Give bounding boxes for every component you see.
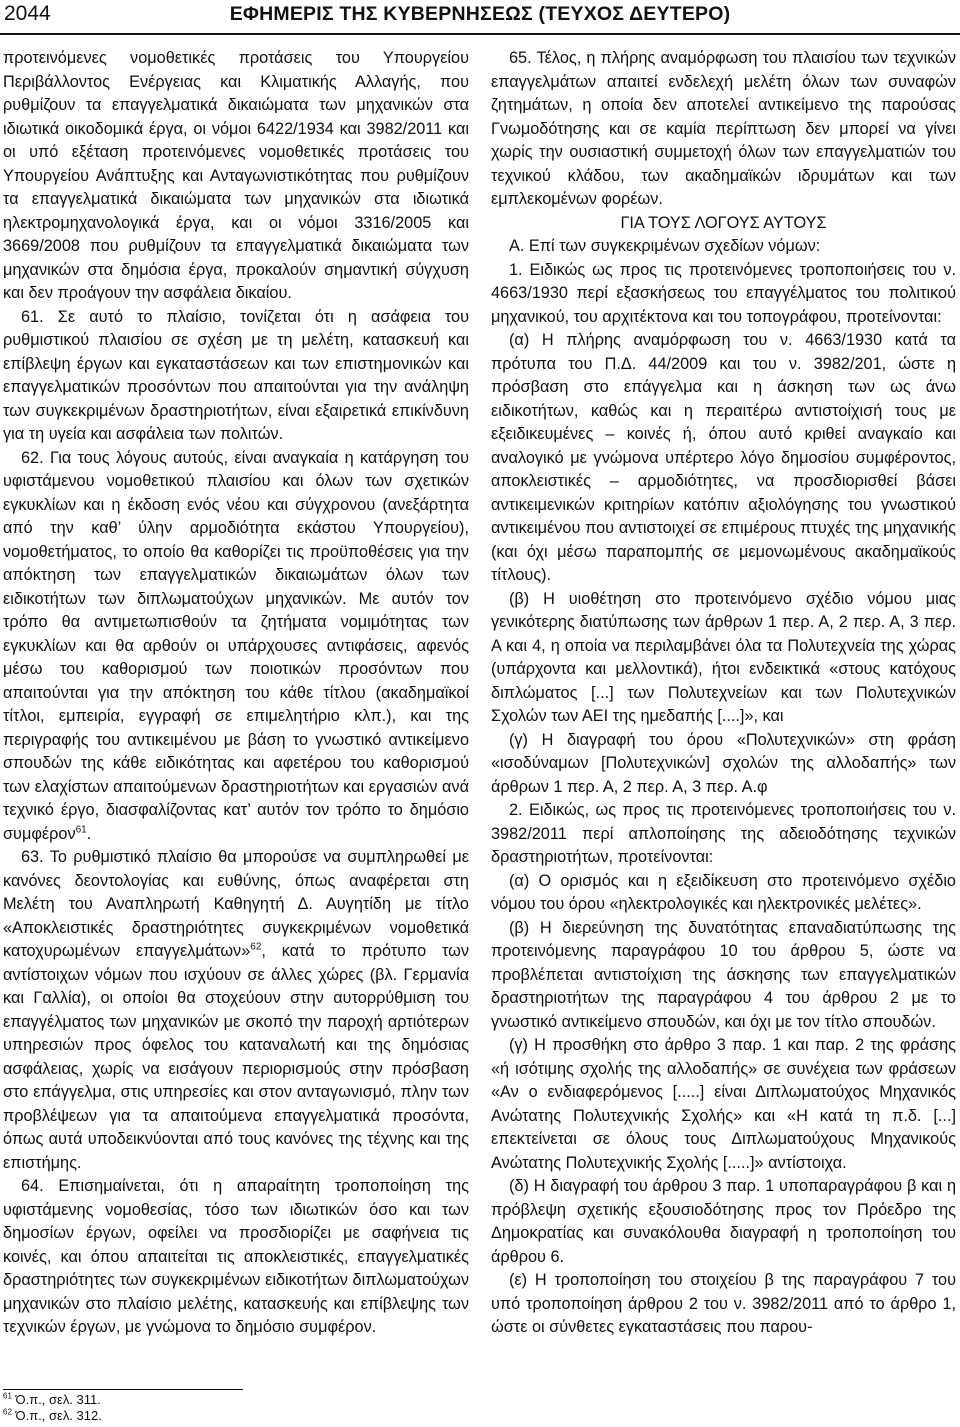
page-number: 2044 [4, 2, 51, 25]
paragraph-63-text-a: 63. Το ρυθμιστικό πλαίσιο θα μπορούσε να συμπληρωθεί με κανόνες δεοντολογίας και ευθύνης, όπως αναφέρεται στη Μελέτη του Αναπληρωτή Καθηγητή Δ. Αυγητίδη με τίτλο «Αποκλειστικές δραστηριότητες συγκεκριμένων νομοθετικά κατοχυρωμένων επαγγελμάτων» [3, 848, 469, 960]
paragraph-62-text: 62. Για τους λόγους αυτούς, είναι αναγκαία η κατάργηση του υφιστάμενου νομοθετικού πλαισίου και όλων των σχετικών εγκυκλίων και η έκδοση ενός νέου και σύγχρονου (ανεξάρτητα από την καθ’ ύλην αρμοδιότητα εκάστου Υπουργείου), νομοθετήματος, το οποίο θα καθορίζει τις προϋποθέσεις για την απόκτηση των επαγγελματικών δικαιωμάτων όλων των ειδικοτήτων των διπλωματούχων μηχανικών. Με αυτόν τον τρόπο θα αντιμετωπισθούν τα ζητήματα νομιμότητας των εγκυκλίων και θα αρθούν οι υπάρχουσες αντιφάσεις, αφενός μέσω του καθορισμού των ποιοτικών προσόντων που απαιτούνται για την απόκτηση του κάθε τίτλου (ακαδημαϊκοί τίτλοι, εμπειρία, εγγραφή σε επιμελητήριο κλπ.), και της περιγραφής του αντικειμένου με βάση το γνωστικό αντικείμενο σπουδών της κάθε ειδικότητας και αφετέρου του καθορισμού των ελαχίστων απαιτούμενων δραστηριοτήτων και εργασιών ανά τεχνικό έργο, διασφαλίζοντας κατ’ αυτόν τον τρόπο το δημόσιο συμφέρον [3, 448, 469, 843]
left-column [3, 47, 469, 1340]
item-2-b: (β) Η διερεύνηση της δυνατότητας επαναδιατύπωσης της προτεινόμενης παραγράφου 10 του άρθρου 5, ώστε να προβλέπεται αντιστοίχιση της άσκησης των επαγγελματικών δραστηριοτήτων της παραγράφου 4 του άρθρου 2 με το γνωστικό αντικείμενο σπουδών, και όχι με τον τίτλο σπουδών. [491, 918, 956, 1031]
item-2-e: (ε) Η τροποποίηση του στοιχείου β της παραγράφου 7 του υπό τροποποίηση άρθρου 2 του ν. 3982/2011 από το άρθρο 1, ώστε οι σύνθετες εγκαταστάσεις που παρου- [491, 1271, 956, 1336]
item-1-c: (γ) Η διαγραφή του όρου «Πολυτεχνικών» στη φράση «ισοδύναμων [Πολυτεχνικών] σχολών της αλλοδαπής» των άρθρων 1 περ. Α, 2 περ. Α, 3 περ. Α.φ [491, 730, 956, 796]
item-2-c: (γ) Η προσθήκη στο άρθρο 3 παρ. 1 και παρ. 2 της φράσης «ή ισότιμης σχολής της αλλοδαπής» σε συνέχεια των φράσεων «Αν ο ενδιαφερόμενος [.....] είναι Διπλωματούχος Μηχανικός Ανώτατης Πολυτεχνικής Σχολής» και «Η κατά τη π.δ. [...] επεκτείνεται σε όλους τους Διπλωματούχους Μηχανικούς Ανώτατης Πολυτεχνικής Σχολής [.....]» αντίστοιχα. [491, 1036, 956, 1172]
paragraph-63 [3, 846, 469, 1175]
footnote-text: Ό.π., σελ. 312. [15, 1408, 102, 1423]
paragraph-62-end: . [86, 824, 92, 843]
item-1-b: (β) Η υιοθέτηση στο προτεινόμενο σχέδιο νόμου μιας γενικότερης διατύπωσης των άρθρων 1 περ. Α, 2 περ. Α, 3 περ. Α και 4, η οποία να περιλαμβάνει όλα τα Πολυτεχνεία της χώρας (υπάρχοντα και μελλοντικά), ήτοι ενδεικτικά «στους κατόχους διπλώματος [...] των Πολυτεχνείων και των Πολυτεχνικών Σχολών των ΑΕΙ της ημεδαπής [....]», και [491, 589, 956, 725]
footnote-62 [3, 1408, 102, 1424]
footnote-61 [3, 1392, 102, 1408]
section-heading: ΓΙΑ ΤΟΥΣ ΛΟΓΟΥΣ ΑΥΤΟΥΣ [620, 213, 827, 232]
item-2-d: (δ) Η διαγραφή του άρθρου 3 παρ. 1 υποπαραγράφου β και η πρόβλεψη σχετικής εξουσιοδότησης προς τον Πρόεδρο της Δημοκρατίας και συνακόλουθα διαγραφή η τροποποίηση του άρθρου 6. [491, 1177, 956, 1266]
paragraph-62 [3, 447, 469, 847]
section-a-title: Α. Επί των συγκεκριμένων σχεδίων νόμων: [509, 237, 821, 255]
footnote-ref-62: 62 [250, 941, 262, 953]
item-1: 1. Ειδικώς ως προς τις προτεινόμενες τροποποιήσεις του ν. 4663/1930 περί εξασκήσεως του επαγγέλματος του πολιτικού μηχανικού, του αρχιτέκτονα και του τοπογράφου, προτείνονται: [491, 260, 956, 326]
footnote-ref-61: 61 [75, 824, 87, 836]
paragraph-63-text-b: , κατά το πρότυπο των αντίστοιχων νόμων που ισχύουν σε άλλες χώρες (βλ. Γερμανία και Γαλλία), οι οποίοι θα στοχεύουν στην αυτορρύθμιση του επαγγέλματος των μηχανικών με σκοπό την παροχή αρτιότερων υπηρεσιών προς όφελος του καταναλωτή και της δημόσιας ασφάλειας, χωρίς να εισάγουν περιορισμούς στην πρόσβαση στο επάγγελμα, στις υπηρεσίες και στον ανταγωνισμό, πλην των προβλέψεων για τα απαιτούμενα επαγγελματικά προσόντα, όπως αυτά υποδεικνύονται από τους κανόνες της τέχνης και της επιστήμης. [3, 942, 469, 1172]
paragraph-61: 61. Σε αυτό το πλαίσιο, τονίζεται ότι η ασάφεια του ρυθμιστικού πλαισίου σε σχέση με τη μελέτη, κατασκευή και επίβλεψη έργων και εγκαταστάσεων και των επιστημονικών και επαγγελματικών προσόντων που απαιτούνται για την ανάληψη των συγκεκριμένων δραστηριοτήτων, είναι εξαιρετικά επικίνδυνη για τη υγεία και ασφάλεια των πολιτών. [3, 307, 469, 443]
journal-title: ΕΦΗΜΕΡΙΣ ΤΗΣ ΚΥΒΕΡΝΗΣΕΩΣ (ΤΕΥΧΟΣ ΔΕΥΤΕΡΟ) [229, 3, 731, 25]
item-2-a: (α) Ο ορισμός και η εξειδίκευση στο προτεινόμενο σχέδιο νόμου του όρου «ηλεκτρολογικές και ηλεκτρονικές μελέτες». [491, 871, 956, 913]
paragraph-64: 64. Επισημαίνεται, ότι η απαραίτητη τροποποίηση της υφιστάμενης νομοθεσίας, τόσο των ιδιωτικών όσο και των δημοσίων έργων, οφείλει να προσδιορίζει με σαφήνεια τις κοινές, και όπου απαιτείται τις αποκλειστικές, επαγγελματικές δραστηριότητες των συγκεκριμένων ειδικοτήτων διπλωματούχων μηχανικών στο πλαίσιο μελέτης, κατασκευής και επίβλεψης των τεχνικών έργων, με γνώμονα το δημόσιο συμφέρον. [3, 1177, 469, 1336]
footnote-text: Ό.π., σελ. 311. [15, 1392, 101, 1407]
footnote-rule [3, 1389, 243, 1390]
header-rule [0, 33, 960, 35]
item-2: 2. Ειδικώς, ως προς τις προτεινόμενες τροποποιήσεις του ν. 3982/2011 περί απλοποίησης της αδειοδότησης τεχνικών δραστηριοτήτων, προτείνονται: [491, 801, 956, 866]
footnote-number: 62 [3, 1407, 12, 1417]
page-header [0, 0, 960, 34]
item-1-a: (α) Η πλήρης αναμόρφωση του ν. 4663/1930 κατά τα πρότυπα του Π.Δ. 44/2009 και του ν. 3982/201, ώστε η πρόσβαση στο επάγγελμα και η άσκηση των ως άνω ειδικοτήτων, καθώς και η περαιτέρω αντιστοίχισή τους με εξειδικευμένες – κοινές ή, όπου αυτό κριθεί αναγκαίο και αναλογικό με γνώμονα υπέρτερο λόγο δημοσίου συμφέροντος, αποκλειστικές – αρμοδιότητες, να προσδιορισθεί βάσει αντικειμενικών κριτηρίων κατόπιν αξιολόγησης του γνωστικού αντικειμένου που αντιστοιχεί σε επιμέρους πτυχές της μηχανικής (και όχι μέσω παραπομπής σε μεμονωμένους ακαδημαϊκούς τίτλους). [491, 331, 956, 584]
paragraph-continued: προτεινόμενες νομοθετικές προτάσεις του Υπουργείου Περιβάλλοντος Ενέργειας και Κλιματικής Αλλαγής, που ρυθμίζουν τα επαγγελματικά δικαιώματα των μηχανικών στα ιδιωτικά οικοδομικά έργα, οι νόμοι 6422/1934 και 3982/2011 και οι υπό εξέταση προτεινόμενες νομοθετικές προτάσεις του Υπουργείου Ανάπτυξης και Ανταγωνιστικότητας που ρυθμίζουν τα επαγγελματικά δικαιώματα των μηχανικών στα ιδιωτικά ηλεκτρομηχανολογικά έργα, και οι νόμοι 3316/2005 και 3669/2008 που ρυθμίζουν τα επαγγελματικά δικαιώματα των μηχανικών στα δημόσια έργα, προκαλούν σημαντική σύγχυση και δεν προάγουν την ασφάλεια δικαίου. [3, 49, 469, 302]
paragraph-65: 65. Τέλος, η πλήρης αναμόρφωση του πλαισίου των τεχνικών επαγγελμάτων απαιτεί ενδελεχή μελέτη όλων των συναφών ζητημάτων, η οποία δεν αποτελεί αντικείμενο της παρούσας Γνωμοδότησης και σε καμία περίπτωση δεν μπορεί να γίνει χωρίς την ουσιαστική συμμετοχή όλων των επαγγελματιών του τεχνικού κλάδου, των ακαδημαϊκών ιδρυμάτων και των εμπλεκομένων φορέων. [491, 49, 956, 208]
footnote-number: 61 [3, 1391, 12, 1401]
footnotes [3, 1392, 102, 1424]
right-column [491, 47, 956, 1340]
